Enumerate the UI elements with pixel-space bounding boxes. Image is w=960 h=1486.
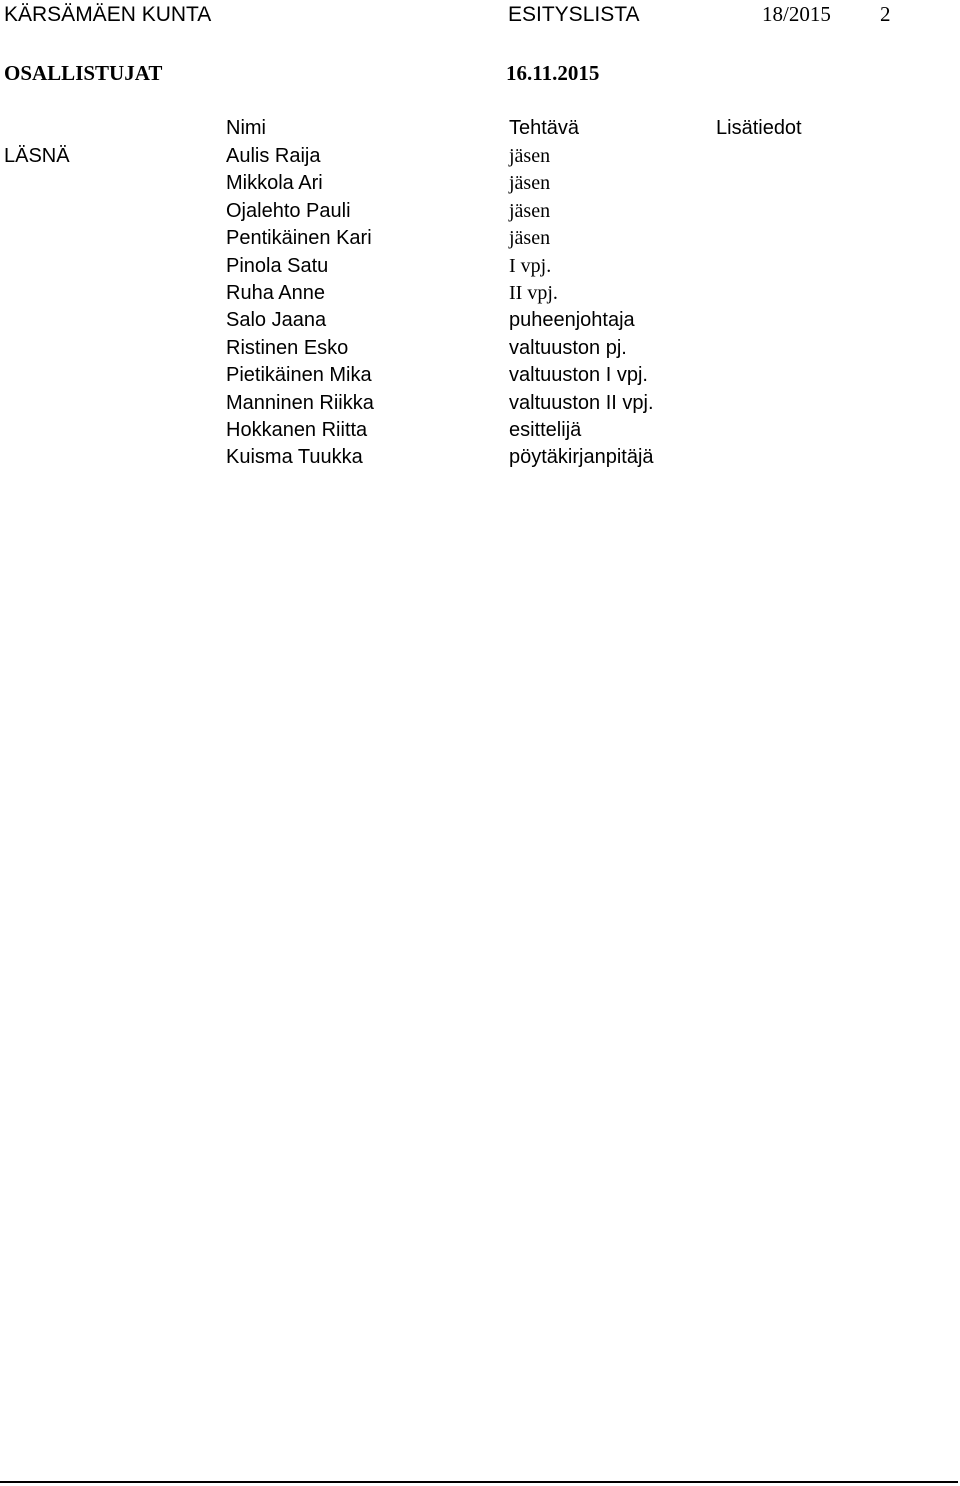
table-row — [0, 310, 960, 337]
footer-divider — [0, 1481, 958, 1483]
table-row — [0, 447, 960, 474]
table-row — [0, 393, 960, 420]
participant-name: Aulis Raija — [226, 145, 321, 167]
participant-role: valtuuston pj. — [509, 336, 627, 359]
participant-name: Pietikäinen Mika — [226, 364, 372, 387]
participant-name: Kuisma Tuukka — [226, 446, 363, 469]
participant-name: Ruha Anne — [226, 281, 325, 304]
participant-name: Manninen Riikka — [226, 391, 374, 414]
participant-name: Pinola Satu — [226, 254, 329, 277]
participant-name: Ristinen Esko — [226, 336, 349, 359]
participant-role: jäsen — [509, 199, 551, 222]
section-title: OSALLISTUJAT — [4, 61, 163, 85]
organization-name: KÄRSÄMÄEN KUNTA — [4, 3, 212, 26]
participant-role: puheenjohtaja — [509, 309, 635, 332]
table-row — [0, 256, 960, 283]
participant-name: Salo Jaana — [226, 309, 327, 332]
participant-name: Pentikäinen Kari — [226, 227, 372, 250]
participant-name: Mikkola Ari — [226, 172, 323, 195]
table-row — [0, 365, 960, 392]
table-row — [0, 173, 960, 200]
participant-role: pöytäkirjanpitäjä — [509, 446, 654, 469]
table-row — [0, 338, 960, 365]
participant-name: Ojalehto Pauli — [226, 199, 351, 222]
meeting-date: 16.11.2015 — [506, 61, 600, 85]
document-type: ESITYSLISTA — [508, 3, 640, 26]
meeting-number: 18/2015 — [762, 2, 831, 26]
participant-role: jäsen — [509, 145, 551, 167]
column-header-name: Nimi — [226, 117, 266, 139]
participant-role: valtuuston II vpj. — [509, 391, 654, 414]
table-row — [0, 146, 960, 173]
participant-name: Hokkanen Riitta — [226, 418, 368, 441]
attendance-label: LÄSNÄ — [4, 145, 70, 167]
column-header-info: Lisätiedot — [716, 117, 802, 139]
participant-role: jäsen — [509, 172, 551, 195]
participant-role: II vpj. — [509, 281, 558, 304]
table-row — [0, 228, 960, 255]
participants-list — [0, 146, 960, 475]
table-row — [0, 420, 960, 447]
column-header-role: Tehtävä — [509, 117, 580, 139]
page-number: 2 — [880, 2, 891, 26]
table-row — [0, 283, 960, 310]
participant-role: esittelijä — [509, 418, 582, 441]
participant-role: I vpj. — [509, 254, 552, 277]
participant-role: jäsen — [509, 227, 551, 250]
table-row — [0, 201, 960, 228]
participant-role: valtuuston I vpj. — [509, 364, 648, 387]
